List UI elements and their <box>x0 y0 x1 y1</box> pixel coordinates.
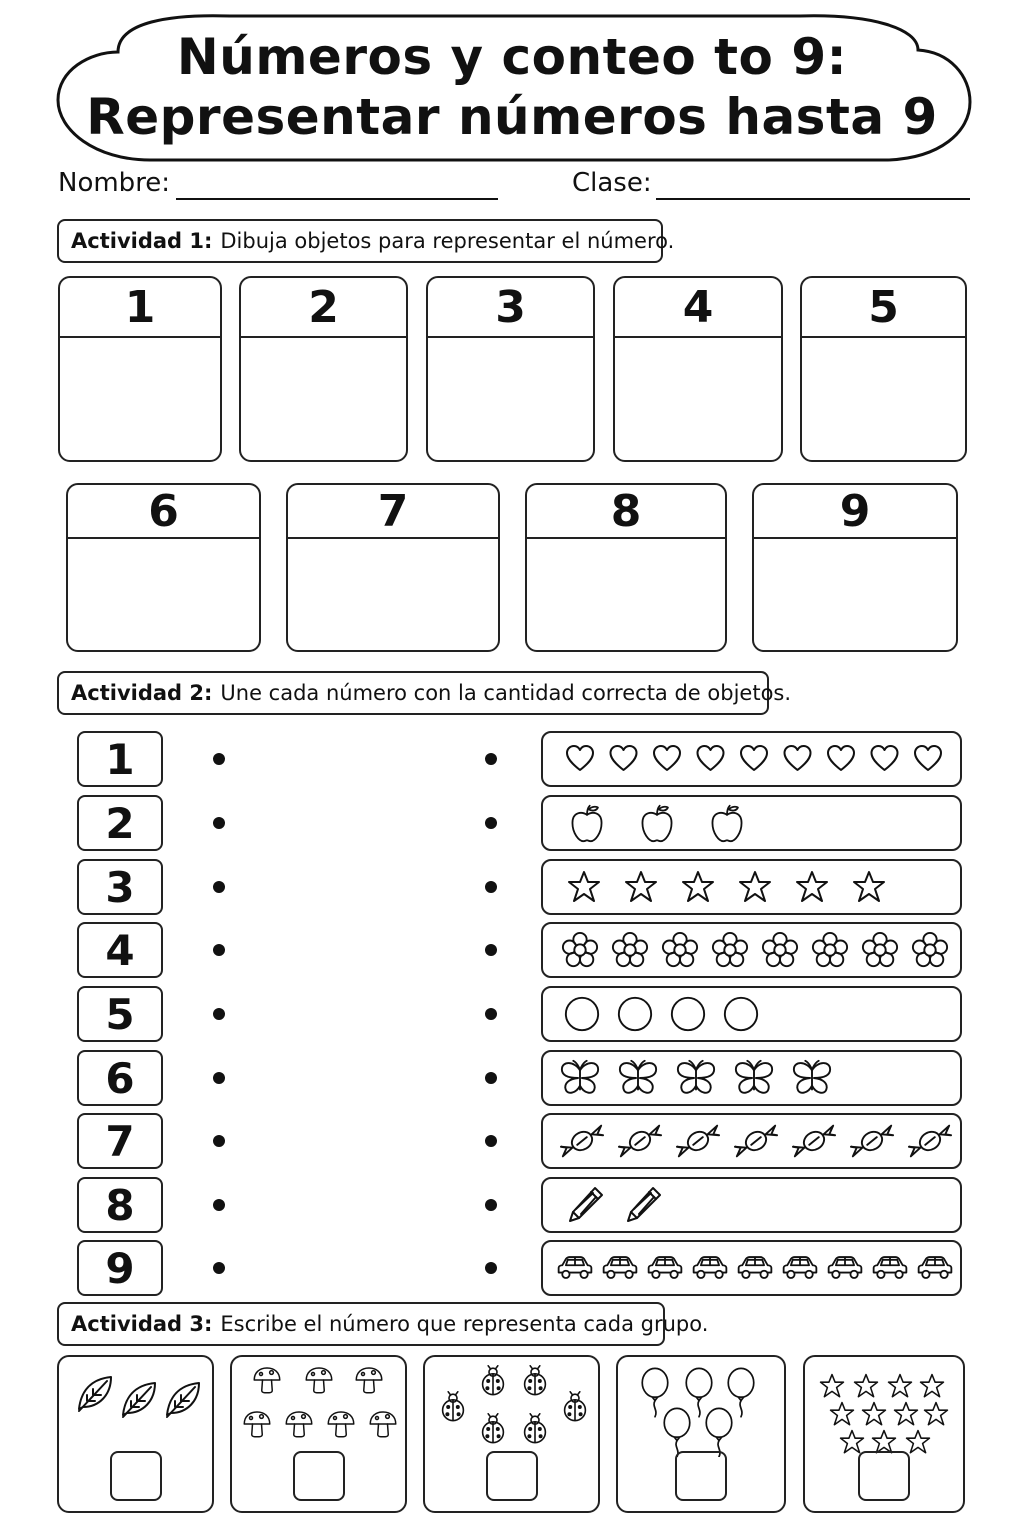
butterfly-icon <box>562 1061 598 1093</box>
heart-icon <box>828 746 854 770</box>
match-dot-right[interactable] <box>485 944 497 956</box>
class-label: Clase: <box>572 168 652 198</box>
ladybug-icon <box>483 1414 504 1443</box>
flower-icon <box>563 933 597 966</box>
flower-icon <box>613 933 647 966</box>
leaf-icon <box>167 1383 199 1417</box>
star-icon <box>740 872 770 901</box>
activity-3-title: Actividad 3: <box>71 1312 213 1336</box>
object-row-candy <box>541 1113 962 1169</box>
mushroom-icon <box>254 1368 280 1393</box>
match-number-1: 1 <box>77 731 163 787</box>
match-dot-right[interactable] <box>485 817 497 829</box>
group-box-star <box>803 1355 965 1513</box>
star-icon <box>907 1431 930 1453</box>
group-box-leaf <box>57 1355 214 1513</box>
heart-icon <box>611 746 637 770</box>
group-box-balloon <box>616 1355 786 1513</box>
star-icon <box>569 872 599 901</box>
match-dot-right[interactable] <box>485 1135 497 1147</box>
heart-icon <box>741 746 767 770</box>
candy-icon <box>909 1126 951 1157</box>
answer-box[interactable] <box>293 1451 345 1501</box>
match-dot-right[interactable] <box>485 881 497 893</box>
apple-icon <box>642 806 671 841</box>
object-row-car <box>541 1240 962 1296</box>
activity-2-title: Actividad 2: <box>71 681 213 705</box>
heart-icon <box>698 746 724 770</box>
object-row-apple <box>541 795 962 851</box>
candy-icon <box>677 1126 719 1157</box>
activity-3-label <box>57 1302 709 1346</box>
activity-1-label <box>57 219 675 263</box>
draw-box-number: 8 <box>527 485 725 539</box>
draw-box-number: 7 <box>288 485 498 539</box>
mushroom-icon <box>328 1412 354 1437</box>
mushroom-icon <box>244 1412 270 1437</box>
flower-icon <box>863 933 897 966</box>
flower-icon <box>713 933 747 966</box>
match-dot-right[interactable] <box>485 1199 497 1211</box>
match-dot-left[interactable] <box>213 1135 225 1147</box>
match-number-3: 3 <box>77 859 163 915</box>
match-dot-left[interactable] <box>213 1008 225 1020</box>
draw-box-1[interactable] <box>58 276 222 462</box>
draw-box-7[interactable] <box>286 483 500 652</box>
star-icon <box>855 1375 878 1397</box>
butterfly-icon <box>620 1061 656 1093</box>
balloon-icon <box>642 1368 668 1416</box>
balloon-icon <box>686 1368 712 1416</box>
star-icon <box>841 1431 864 1453</box>
candy-icon <box>735 1126 777 1157</box>
heart-icon <box>915 746 941 770</box>
candy-icon <box>851 1126 893 1157</box>
answer-box[interactable] <box>110 1451 162 1501</box>
ladybug-icon <box>525 1366 546 1395</box>
match-number-9: 9 <box>77 1240 163 1296</box>
draw-box-8[interactable] <box>525 483 727 652</box>
draw-box-number: 4 <box>615 278 781 338</box>
object-row-flower <box>541 922 962 978</box>
match-number-5: 5 <box>77 986 163 1042</box>
pencil-icon <box>570 1188 602 1221</box>
activity-2-instruction: Une cada número con la cantidad correcta de objetos. <box>220 681 792 705</box>
car-icon <box>694 1257 727 1278</box>
star-icon <box>854 872 884 901</box>
ladybug-icon <box>483 1366 504 1395</box>
match-number-6: 6 <box>77 1050 163 1106</box>
star-icon <box>797 872 827 901</box>
star-icon <box>873 1431 896 1453</box>
match-dot-left[interactable] <box>213 881 225 893</box>
answer-box[interactable] <box>858 1451 910 1501</box>
candy-icon <box>561 1126 603 1157</box>
match-number-4: 4 <box>77 922 163 978</box>
mushroom-icon <box>356 1368 382 1393</box>
circle-icon <box>725 998 757 1030</box>
draw-box-number: 6 <box>68 485 259 539</box>
page-title-line-1: Números y conteo to 9: <box>176 28 848 86</box>
draw-box-2[interactable] <box>239 276 408 462</box>
leaf-icon <box>123 1383 155 1417</box>
match-dot-left[interactable] <box>213 1262 225 1274</box>
star-icon <box>863 1403 886 1425</box>
group-box-mushroom <box>230 1355 407 1513</box>
match-dot-right[interactable] <box>485 1008 497 1020</box>
star-icon <box>821 1375 844 1397</box>
match-number-7: 7 <box>77 1113 163 1169</box>
draw-box-3[interactable] <box>426 276 595 462</box>
match-dot-left[interactable] <box>213 817 225 829</box>
star-icon <box>626 872 656 901</box>
draw-box-4[interactable] <box>613 276 783 462</box>
object-row-circle <box>541 986 962 1042</box>
object-row-star <box>541 859 962 915</box>
draw-box-5[interactable] <box>800 276 967 462</box>
heart-icon <box>567 746 593 770</box>
butterfly-icon <box>736 1061 772 1093</box>
draw-box-number: 3 <box>428 278 593 338</box>
match-number-2: 2 <box>77 795 163 851</box>
match-dot-left[interactable] <box>213 1199 225 1211</box>
draw-box-number: 5 <box>802 278 965 338</box>
car-icon <box>919 1257 952 1278</box>
name-field[interactable] <box>176 198 498 200</box>
match-dot-right[interactable] <box>485 1072 497 1084</box>
star-icon <box>683 872 713 901</box>
mushroom-icon <box>286 1412 312 1437</box>
mushroom-icon <box>306 1368 332 1393</box>
car-icon <box>649 1257 682 1278</box>
pencil-icon <box>628 1188 660 1221</box>
apple-icon <box>712 806 741 841</box>
balloon-icon <box>728 1368 754 1416</box>
car-icon <box>559 1257 592 1278</box>
draw-box-9[interactable] <box>752 483 958 652</box>
answer-box[interactable] <box>486 1451 538 1501</box>
heart-icon <box>654 746 680 770</box>
draw-box-number: 1 <box>60 278 220 338</box>
circle-icon <box>672 998 704 1030</box>
page-title-line-2: Representar números hasta 9 <box>86 88 938 146</box>
star-icon <box>831 1403 854 1425</box>
car-icon <box>874 1257 907 1278</box>
draw-box-number: 9 <box>754 485 956 539</box>
object-row-butterfly <box>541 1050 962 1106</box>
heart-icon <box>785 746 811 770</box>
star-icon <box>889 1375 912 1397</box>
match-dot-left[interactable] <box>213 1072 225 1084</box>
name-label: Nombre: <box>58 168 171 198</box>
car-icon <box>784 1257 817 1278</box>
flower-icon <box>913 933 947 966</box>
activity-1-instruction: Dibuja objetos para representar el número. <box>220 229 675 253</box>
candy-icon <box>793 1126 835 1157</box>
object-row-pencil <box>541 1177 962 1233</box>
star-icon <box>925 1403 948 1425</box>
car-icon <box>829 1257 862 1278</box>
flower-icon <box>763 933 797 966</box>
match-dot-left[interactable] <box>213 753 225 765</box>
activity-2-label <box>57 671 792 715</box>
mushroom-icon <box>370 1412 396 1437</box>
ladybug-icon <box>525 1414 546 1443</box>
butterfly-icon <box>794 1061 830 1093</box>
leaf-icon <box>79 1377 111 1411</box>
match-dot-left[interactable] <box>213 944 225 956</box>
apple-icon <box>572 806 601 841</box>
object-row-heart <box>541 731 962 787</box>
car-icon <box>739 1257 772 1278</box>
draw-box-number: 2 <box>241 278 406 338</box>
circle-icon <box>619 998 651 1030</box>
balloon-icon <box>706 1408 732 1456</box>
activity-3-instruction: Escribe el número que representa cada grupo. <box>220 1312 709 1336</box>
match-dot-right[interactable] <box>485 1262 497 1274</box>
flower-icon <box>663 933 697 966</box>
match-dot-right[interactable] <box>485 753 497 765</box>
flower-icon <box>813 933 847 966</box>
circle-icon <box>566 998 598 1030</box>
balloon-icon <box>664 1408 690 1456</box>
candy-icon <box>619 1126 661 1157</box>
class-field[interactable] <box>656 198 970 200</box>
star-icon <box>895 1403 918 1425</box>
activity-1-title: Actividad 1: <box>71 229 213 253</box>
answer-box[interactable] <box>675 1451 727 1501</box>
ladybug-icon <box>565 1392 586 1421</box>
draw-box-6[interactable] <box>66 483 261 652</box>
butterfly-icon <box>678 1061 714 1093</box>
match-number-8: 8 <box>77 1177 163 1233</box>
ladybug-icon <box>443 1392 464 1421</box>
car-icon <box>604 1257 637 1278</box>
group-box-ladybug <box>423 1355 600 1513</box>
heart-icon <box>872 746 898 770</box>
star-icon <box>921 1375 944 1397</box>
